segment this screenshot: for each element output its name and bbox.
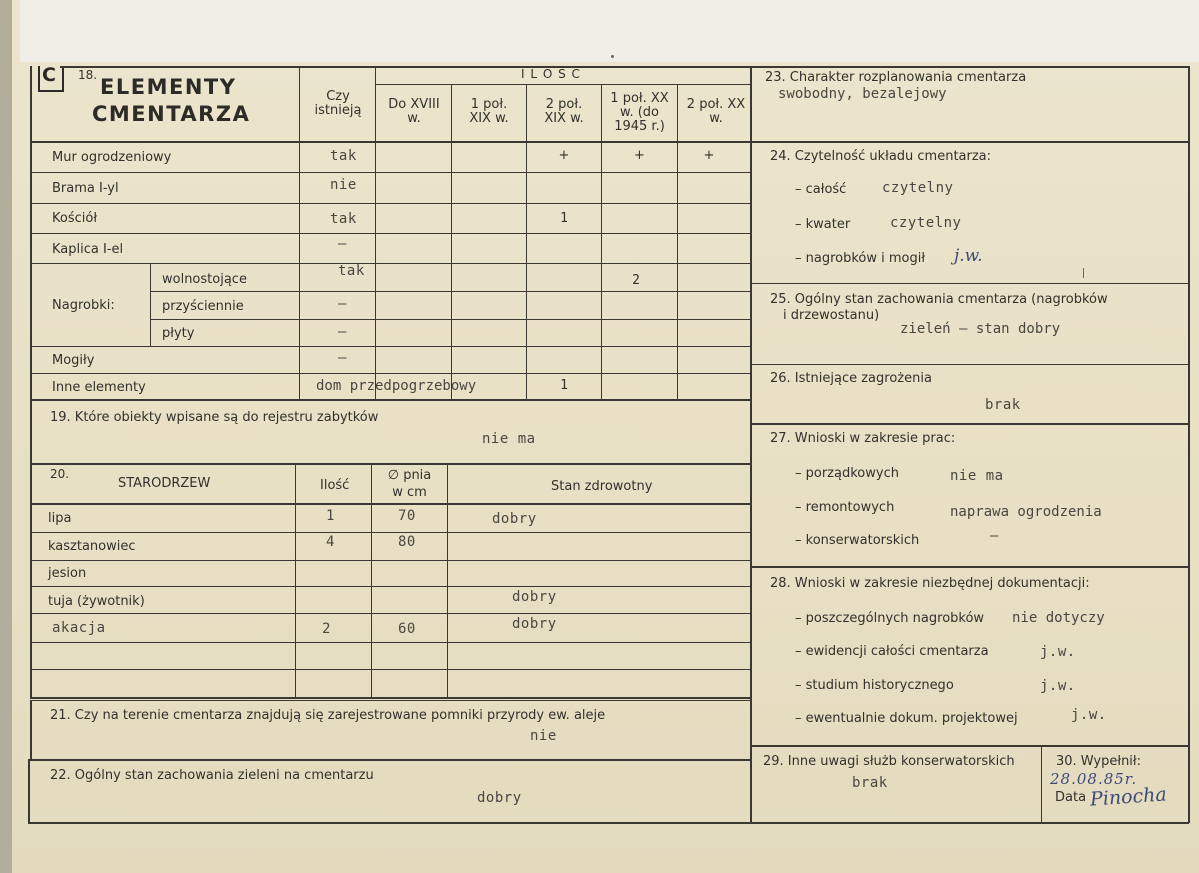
row-period-mark: + bbox=[703, 148, 715, 163]
s27-item-value: – bbox=[990, 528, 999, 544]
tree-name: kasztanowiec bbox=[48, 539, 136, 554]
row-label: płyty bbox=[162, 326, 195, 341]
row-exists: – bbox=[338, 350, 347, 366]
s19-value: nie ma bbox=[482, 431, 536, 447]
s30-label: 30. Wypełnił: bbox=[1056, 754, 1141, 769]
s28-item-value: j.w. bbox=[1040, 678, 1076, 694]
s27-label: 27. Wnioski w zakresie prac: bbox=[770, 431, 956, 446]
row-period-mark: + bbox=[558, 148, 570, 163]
paper-strip bbox=[20, 0, 1199, 62]
s25-label-line1: 25. Ogólny stan zachowania cmentarza (nagrobków bbox=[770, 292, 1108, 307]
period-col-3: 2 poł. XIX w. bbox=[544, 97, 584, 126]
tree-qty: 1 bbox=[326, 508, 335, 524]
s20-number: 20. bbox=[50, 467, 70, 481]
row-exists: – bbox=[338, 236, 347, 252]
tree-qty: 4 bbox=[326, 534, 335, 550]
tree-state: dobry bbox=[492, 511, 537, 527]
s24-item-label: – kwater bbox=[795, 217, 851, 232]
tree-name: tuja (żywotnik) bbox=[48, 594, 145, 609]
tree-qty: 2 bbox=[322, 621, 331, 637]
s27-item-label: – konserwatorskich bbox=[795, 533, 920, 548]
s28-item-label: – studium historycznego bbox=[795, 678, 954, 693]
row-label: przyściennie bbox=[162, 299, 244, 314]
row-label: Inne elementy bbox=[52, 380, 146, 395]
s20-col-pnia: ∅ pnia bbox=[387, 468, 432, 483]
row-exists: – bbox=[338, 296, 347, 312]
row-label: Kościół bbox=[52, 211, 98, 226]
period-col-5: 2 poł. XX w. bbox=[686, 97, 746, 126]
tree-name: akacja bbox=[52, 620, 106, 636]
ink-mark bbox=[1083, 268, 1084, 278]
row-exists: – bbox=[338, 324, 347, 340]
s30-signature: Pinocha bbox=[1089, 783, 1168, 811]
tree-name: jesion bbox=[48, 566, 87, 581]
row-label: Brama I-yl bbox=[52, 181, 119, 196]
period-col-4: 1 poł. XX w. (do 1945 r.) bbox=[610, 91, 669, 134]
s27-item-value: naprawa ogrodzenia bbox=[950, 504, 1102, 520]
s28-item-value: j.w. bbox=[1040, 644, 1076, 660]
s28-item-label: – ewidencji całości cmentarza bbox=[795, 644, 989, 659]
row-period-mark: + bbox=[634, 148, 645, 163]
s28-label: 28. Wnioski w zakresie niezbędnej dokumentacji: bbox=[770, 576, 1090, 591]
row-period-mark: 1 bbox=[560, 378, 568, 393]
section-letter: C bbox=[42, 64, 56, 86]
s30-data-label: Data bbox=[1055, 790, 1087, 805]
row-label: wolnostojące bbox=[162, 272, 247, 287]
s20-col-stan: Stan zdrowotny bbox=[551, 479, 653, 494]
s24-item-label: – całość bbox=[795, 182, 847, 197]
tree-name: lipa bbox=[48, 511, 72, 526]
s26-label: 26. Istniejące zagrożenia bbox=[770, 371, 932, 386]
s28-item-value: j.w. bbox=[1071, 707, 1107, 723]
row-period-mark: 2 bbox=[632, 273, 640, 288]
s24-item-value: czytelny bbox=[890, 215, 962, 231]
s30-date-handwritten: 28.08.85r. bbox=[1050, 770, 1138, 788]
s21-label: 21. Czy na terenie cmentarza znajdują się zarejestrowane pomniki przyrody ew. aleje bbox=[50, 708, 606, 723]
period-col-2: 1 poł. XIX w. bbox=[469, 97, 509, 126]
row-label: Mogiły bbox=[52, 353, 95, 368]
s28-item-value: nie dotyczy bbox=[1012, 610, 1105, 626]
tree-diameter: 60 bbox=[398, 621, 416, 637]
s20-col-pnia-unit: w cm bbox=[392, 485, 427, 500]
ilosc-header: I L O Ś Ć bbox=[521, 67, 581, 81]
s20-col-ilosc: Ilość bbox=[320, 478, 350, 493]
s29-value: brak bbox=[852, 775, 888, 791]
page-edge bbox=[0, 0, 12, 873]
s20-title: STARODRZEW bbox=[118, 476, 211, 491]
tree-diameter: 70 bbox=[398, 508, 416, 524]
tree-diameter: 80 bbox=[398, 534, 416, 550]
s21-value: nie bbox=[530, 728, 557, 744]
s23-label: 23. Charakter rozplanowania cmentarza bbox=[765, 70, 1027, 85]
s28-item-label: – poszczególnych nagrobków bbox=[795, 611, 985, 626]
row-period-mark: 1 bbox=[560, 211, 568, 226]
s24-item-value-handwritten: j.w. bbox=[954, 246, 983, 266]
s27-item-value: nie ma bbox=[950, 468, 1004, 484]
s24-item-value: czytelny bbox=[882, 180, 954, 196]
s18-number: 18. bbox=[78, 68, 98, 82]
row-exists: tak bbox=[330, 211, 357, 227]
row-exists: tak bbox=[338, 263, 365, 279]
s29-label: 29. Inne uwagi służb konserwatorskich bbox=[763, 754, 1015, 769]
nagrobki-label: Nagrobki: bbox=[52, 298, 115, 313]
s25-label-line2: i drzewostanu) bbox=[783, 308, 880, 323]
s27-item-label: – remontowych bbox=[795, 500, 895, 515]
s25-value: zieleń – stan dobry bbox=[900, 321, 1061, 337]
tree-state: dobry bbox=[512, 589, 557, 605]
row-exists: dom przedpogrzebowy bbox=[316, 378, 477, 394]
period-col-1: Do XVIII w. bbox=[388, 97, 440, 126]
s28-item-label: – ewentualnie dokum. projektowej bbox=[795, 711, 1018, 726]
s22-label: 22. Ogólny stan zachowania zieleni na cmentarzu bbox=[50, 768, 374, 783]
s18-title-line2: CMENTARZA bbox=[92, 102, 251, 126]
row-label: Mur ogrodzeniowy bbox=[52, 150, 172, 165]
s24-item-label: – nagrobków i mogił bbox=[795, 251, 926, 266]
ink-dot bbox=[611, 55, 614, 58]
tree-state: dobry bbox=[512, 616, 557, 632]
row-label: Kaplica I-el bbox=[52, 242, 124, 257]
s22-value: dobry bbox=[477, 790, 522, 806]
s18-title-line1: ELEMENTY bbox=[100, 75, 237, 99]
s19-label: 19. Które obiekty wpisane są do rejestru zabytków bbox=[50, 410, 379, 425]
s27-item-label: – porządkowych bbox=[795, 466, 899, 481]
row-exists: nie bbox=[330, 177, 357, 193]
col-czy-istnieja: Czy istnieją bbox=[314, 89, 362, 118]
s24-label: 24. Czytelność układu cmentarza: bbox=[770, 149, 992, 164]
row-exists: tak bbox=[330, 148, 357, 164]
s26-value: brak bbox=[985, 397, 1021, 413]
s23-value: swobodny, bezalejowy bbox=[778, 86, 947, 102]
